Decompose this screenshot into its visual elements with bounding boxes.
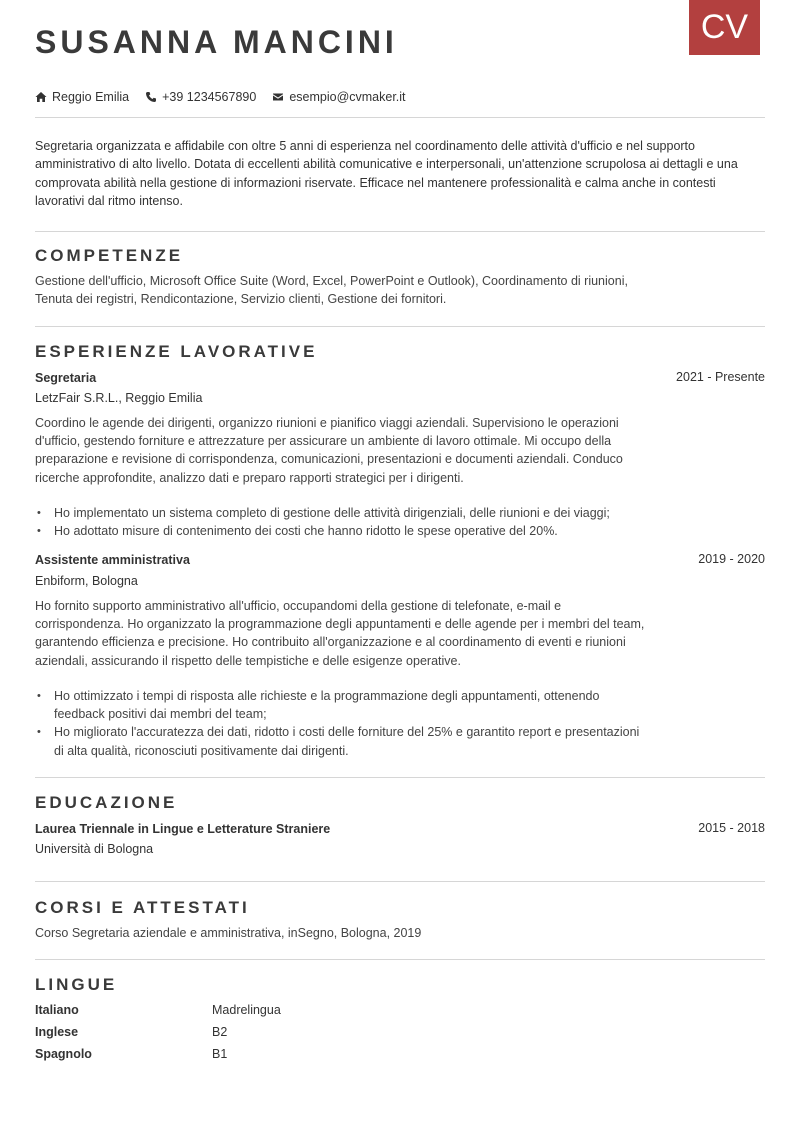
- skills-line-1: Gestione dell'ufficio, Microsoft Office Suite (Word, Excel, PowerPoint e Outlook), Coordinamento di riunioni,: [35, 274, 628, 288]
- contact-bar: [35, 90, 406, 104]
- job-dates: 2021 - Presente: [676, 370, 765, 384]
- divider: [35, 231, 765, 232]
- education-dates: 2015 - 2018: [698, 821, 765, 835]
- divider: [35, 881, 765, 882]
- divider: [35, 326, 765, 327]
- candidate-name: SUSANNA MANCINI: [35, 24, 398, 60]
- job-company: LetzFair S.R.L., Reggio Emilia: [35, 391, 203, 405]
- divider: [35, 117, 765, 118]
- language-level: B1: [212, 1047, 228, 1061]
- email-text[interactable]: esempio@cvmaker.it: [289, 90, 406, 104]
- job-dates: 2019 - 2020: [698, 552, 765, 566]
- section-title-experience: ESPERIENZE LAVORATIVE: [35, 342, 318, 361]
- language-row: [35, 1003, 281, 1017]
- skills-line-2: Tenuta dei registri, Rendicontazione, Servizio clienti, Gestione dei fornitori.: [35, 292, 447, 306]
- school-name: Università di Bologna: [35, 842, 154, 856]
- job-achievements: [35, 504, 640, 540]
- language-name: Italiano: [35, 1003, 79, 1017]
- language-name: Spagnolo: [35, 1047, 92, 1061]
- job-role: Assistente amministrativa: [35, 553, 190, 567]
- language-row: [35, 1025, 227, 1039]
- language-name: Inglese: [35, 1025, 79, 1039]
- achievement-item: • Ho implementato un sistema completo di gestione delle attività dirigenziali, delle riunioni e dei viaggi;: [35, 504, 640, 522]
- section-title-skills: COMPETENZE: [35, 246, 184, 265]
- language-level: B2: [212, 1025, 228, 1039]
- mail-icon: [272, 91, 284, 103]
- section-title-education: EDUCAZIONE: [35, 793, 178, 812]
- profile-summary: Segretaria organizzata e affidabile con oltre 5 anni di esperienza nel coordinamento delle attività d'ufficio e nel supporto amministrativo di alto livello. Dotata di eccellenti abilità comunicative e interpersonali, un'attenzione scrupolosa ai dettagli e una comprovata abilità nella gestione di informazioni riservate. Efficace nel mantenere professionalità e calma anche in contesti lavorativi dal ritmo intenso.: [35, 139, 738, 208]
- contact-email[interactable]: [272, 90, 405, 104]
- job-achievements: [35, 687, 640, 760]
- degree-title: Laurea Triennale in Lingue e Letterature Straniere: [35, 822, 331, 836]
- language-row: [35, 1047, 227, 1061]
- phone-text[interactable]: +39 1234567890: [162, 90, 257, 104]
- divider: [35, 777, 765, 778]
- job-description: Ho fornito supporto amministrativo all'ufficio, occupandomi della gestione di telefonate, e-mail e corrispondenza. Ho organizzato la programmazione degli appuntamenti e delle agende per i membri del team, garantendo efficienza e precisione. Ho contribuito all'organizzazione e al coordinamento di eventi e riunioni aziendali, assicurando il rispetto delle tempistiche e delle esigenze operative.: [35, 599, 645, 668]
- job-company: Enbiform, Bologna: [35, 574, 138, 588]
- cv-badge: CV: [689, 0, 760, 55]
- section-title-languages: LINGUE: [35, 975, 118, 994]
- contact-location: [35, 90, 129, 104]
- achievement-item: • Ho ottimizzato i tempi di risposta alle richieste e la programmazione degli appuntamenti, ottenendo feedback positivi dai membri del team;: [35, 687, 640, 723]
- home-icon: [35, 91, 47, 103]
- contact-phone[interactable]: [145, 90, 256, 104]
- job-description: Coordino le agende dei dirigenti, organizzo riunioni e pianifico viaggi aziendali. Supervisiono le operazioni d'ufficio, gestendo forniture e attrezzature per assicurare un ambiente di lavoro ottimale. Mi occupo della preparazione e revisione di corrispondenza, comunicazioni, presentazioni e documenti aziendali. Conduco ricerche approfondite, analizzo dati e preparo rapporti strategici per i dirigenti.: [35, 416, 623, 485]
- course-item: Corso Segretaria aziendale e amministrativa, inSegno, Bologna, 2019: [35, 926, 422, 940]
- divider: [35, 959, 765, 960]
- achievement-item: • Ho adottato misure di contenimento dei costi che hanno ridotto le spese operative del 20%.: [35, 522, 640, 540]
- section-title-courses: CORSI E ATTESTATI: [35, 898, 250, 917]
- language-level: Madrelingua: [212, 1003, 281, 1017]
- phone-icon: [145, 91, 157, 103]
- achievement-item: • Ho migliorato l'accuratezza dei dati, ridotto i costi delle forniture del 25% e garantito report e presentazioni di alta qualità, riconosciuti positivamente dai dirigenti.: [35, 723, 640, 759]
- job-role: Segretaria: [35, 371, 97, 385]
- location-text: Reggio Emilia: [52, 90, 130, 104]
